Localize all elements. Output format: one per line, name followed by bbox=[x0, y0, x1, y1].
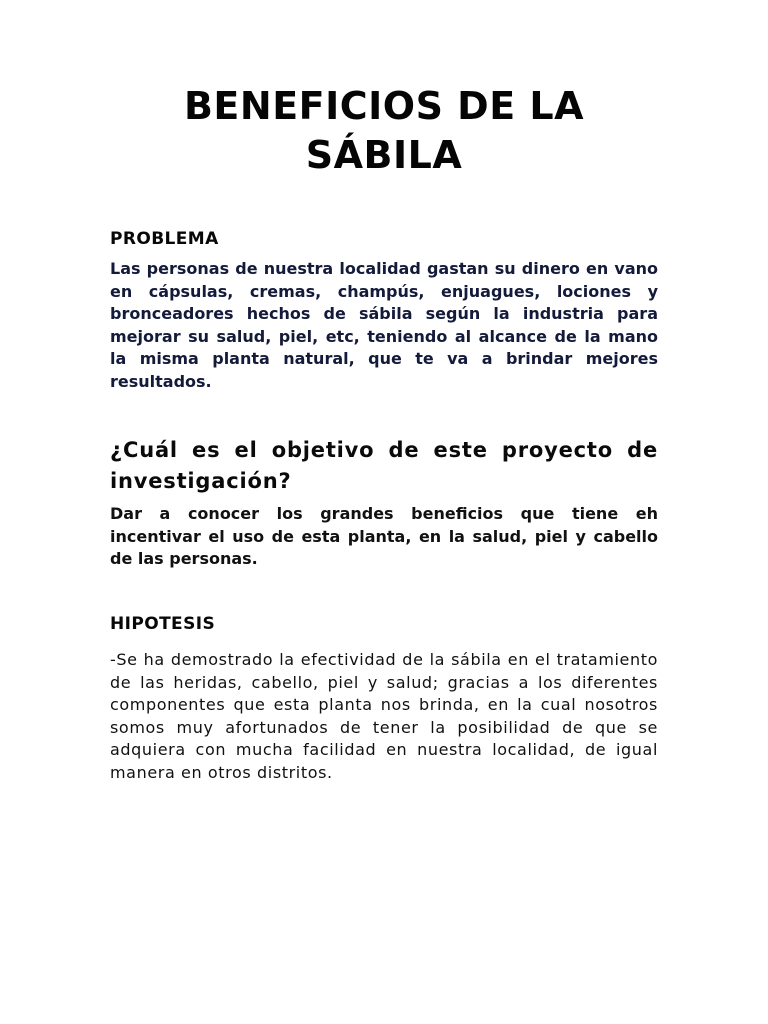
section-heading-problema: PROBLEMA bbox=[110, 229, 219, 249]
section-heading-hipotesis: HIPOTESIS bbox=[110, 614, 216, 634]
document-title: BENEFICIOS DE LA SÁBILA bbox=[183, 84, 585, 177]
problema-paragraph: Las personas de nuestra localidad gastan su dinero en vano en cápsulas, cremas, champús, enjuagues, lociones y bronceadores hechos de sábila según la industria para mejorar su salud, piel, etc, teniendo al alcance de la mano la misma planta natural, que te va a brindar mejores resultados. bbox=[110, 259, 658, 391]
section-problema bbox=[110, 228, 658, 393]
section-objetivo bbox=[110, 435, 658, 571]
objetivo-question: ¿Cuál es el objetivo de este proyecto de investigación? bbox=[110, 438, 658, 493]
section-hipotesis bbox=[110, 613, 658, 784]
hipotesis-paragraph: -Se ha demostrado la efectividad de la sábila en el tratamiento de las heridas, cabello, piel y salud; gracias a los diferentes componentes que esta planta nos brinda, en la cual nosotros somos muy afortunados de tener la posibilidad de que se adquiera con mucha facilidad en nuestra localidad, de igual manera en otros distritos. bbox=[110, 650, 658, 782]
objetivo-paragraph: Dar a conocer los grandes beneficios que tiene eh incentivar el uso de esta planta, en la salud, piel y cabello de las personas. bbox=[110, 504, 658, 568]
